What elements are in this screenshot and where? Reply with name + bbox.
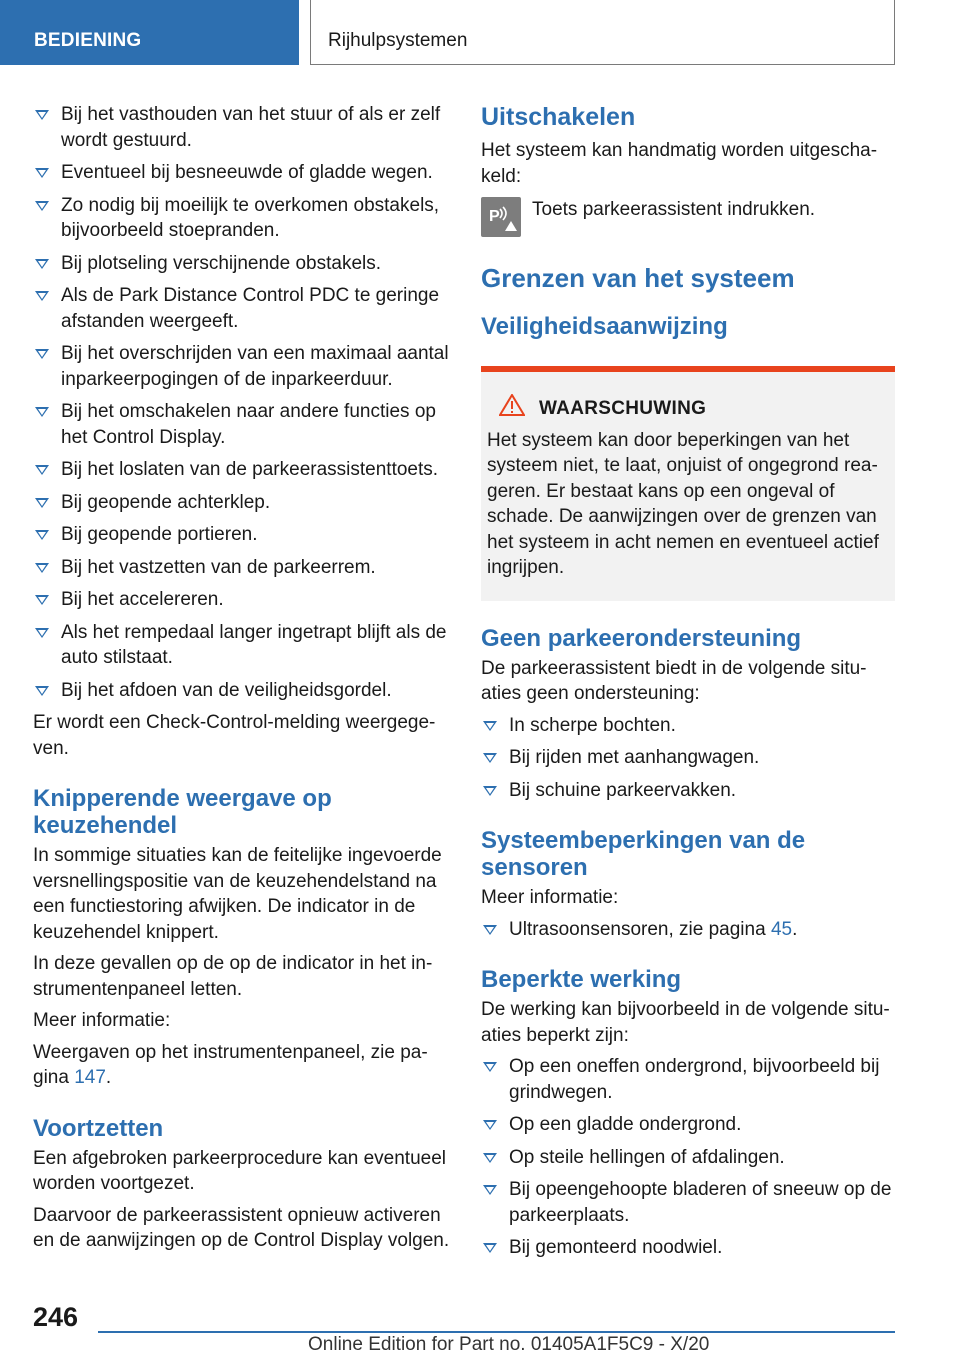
list-item — [481, 713, 895, 739]
voortzetten-heading: Voortzetten — [33, 1114, 164, 1142]
bullet-triangle-icon — [35, 110, 49, 120]
bullet-triangle-icon — [483, 753, 497, 763]
list-item-text: Bij opeengehoopte bladeren of sneeuw op de parkeerplaats. — [509, 1179, 892, 1226]
list-item — [33, 587, 453, 613]
knipper-p3: Meer informatie: — [33, 1010, 171, 1031]
list-item-text: Bij het vasthouden van het stuur of als er zelf wordt gestuurd. — [61, 104, 441, 151]
list-item — [481, 1235, 895, 1261]
bullet-triangle-icon — [35, 498, 49, 508]
warning-text: Het systeem kan door beperkingen van het systeem niet, te laat, onjuist of ongegrond rea-geren. Er bestaat kans op een ongeval of schade. De aanwijzingen over de grenzen van het systeem in acht nemen en eventueel actief ingrijpen. — [487, 429, 879, 578]
period: . — [105, 1067, 112, 1088]
list-item — [33, 283, 453, 334]
page-number: 246 — [33, 1302, 79, 1332]
condition-list — [33, 102, 453, 703]
bullet-triangle-icon — [35, 201, 49, 211]
list-item-text: Bij het overschrijden van een maximaal aantal inparkeerpogingen of de inparkeerduur. — [61, 343, 449, 390]
list-item-text: Op steile hellingen of afdalingen. — [509, 1146, 785, 1168]
bullet-triangle-icon — [483, 721, 497, 731]
warning-label: WAARSCHUWING — [539, 398, 707, 419]
list-item-text: Bij het afdoen van de veiligheidsgordel. — [61, 679, 392, 701]
bullet-triangle-icon — [35, 168, 49, 178]
list-item — [33, 341, 453, 392]
bullet-triangle-icon — [35, 530, 49, 540]
list-item — [33, 193, 453, 244]
list-item — [481, 778, 895, 804]
list-item-text: In scherpe bochten. — [509, 714, 676, 736]
bullet-triangle-icon — [483, 1243, 497, 1253]
list-item — [33, 620, 453, 671]
bullet-triangle-icon — [35, 563, 49, 573]
bullet-triangle-icon — [35, 595, 49, 605]
list-item-text: Bij geopende achterklep. — [61, 491, 271, 513]
list-item — [481, 1054, 895, 1105]
list-item — [33, 160, 453, 186]
list-item-text: Bij het loslaten van de parkeerassistenttoets. — [61, 459, 439, 480]
list-item — [33, 399, 453, 450]
page-link-147[interactable]: 147 — [74, 1067, 106, 1088]
list-item — [481, 1145, 895, 1171]
list-item — [33, 555, 453, 581]
list-item — [481, 1112, 895, 1138]
bullet-triangle-icon — [35, 407, 49, 417]
list-item — [33, 457, 453, 483]
bullet-triangle-icon — [483, 1185, 497, 1195]
list-item-text: Bij het accelereren. — [61, 589, 224, 610]
right-column — [481, 102, 895, 1268]
list-item — [33, 678, 453, 704]
list-item-text: Bij rijden met aanhangwagen. — [509, 747, 760, 768]
bullet-triangle-icon — [483, 1120, 497, 1130]
geen-p1: De parkeerassistent biedt in de volgende situ-aties geen ondersteuning: — [481, 657, 867, 704]
grenzen-heading: Grenzen van het systeem — [481, 263, 795, 293]
sensoren-p1: Meer informatie: — [481, 887, 619, 908]
knipper-p1: In sommige situaties kan de feitelijke ingevoerde versnellingspositie van de keuzehendelstand na een functiestoring afwijken. De indicator in de keuzehendel knippert. — [33, 845, 442, 943]
list-item — [33, 490, 453, 516]
park-assist-button-icon — [481, 197, 521, 237]
warning-title — [487, 394, 889, 424]
section-tab: BEDIENING — [0, 0, 299, 65]
list-item-text: Bij geopende portieren. — [61, 524, 258, 545]
warning-triangle-icon — [499, 394, 525, 424]
bullet-triangle-icon — [483, 1153, 497, 1163]
beperkt-p1: De werking kan bijvoorbeeld in de volgende situ-aties beperkt zijn: — [481, 999, 890, 1046]
list-item — [33, 251, 453, 277]
bullet-triangle-icon — [35, 465, 49, 475]
list-item-text: Als het rempedaal langer ingetrapt blijft als de auto stilstaat. — [61, 621, 447, 668]
bullet-triangle-icon — [35, 259, 49, 269]
voortzetten-p1: Een afgebroken parkeerprocedure kan eventueel worden voortgezet. — [33, 1147, 447, 1194]
bullet-triangle-icon — [35, 291, 49, 301]
geen-heading: Geen parkeerondersteuning — [481, 624, 802, 652]
bullet-triangle-icon — [35, 349, 49, 359]
footer-rule — [98, 1331, 895, 1333]
list-item-text: Als de Park Distance Control PDC te geringe afstanden weergeeft. — [61, 285, 440, 332]
uitschakelen-heading: Uitschakelen — [481, 103, 636, 131]
list-item-text: Bij het omschakelen naar andere functies op het Control Display. — [61, 401, 436, 448]
list-item — [33, 102, 453, 153]
warning-box — [481, 372, 895, 601]
list-item-text: Bij het vastzetten van de parkeerrem. — [61, 556, 376, 578]
sensoren-heading: Systeembeperkingen van de sensoren — [481, 827, 806, 881]
list-item-text: Bij schuine parkeervakken. — [509, 779, 737, 801]
sensoren-item-text: Ultrasoonsensoren, zie pagina — [509, 918, 766, 940]
bullet-triangle-icon — [483, 1062, 497, 1072]
sensoren-list — [481, 917, 895, 943]
knipper-p4-text: Weergaven op het instrumentenpaneel, zie pa-gina — [33, 1041, 428, 1088]
knipper-heading: Knipperende weergave op keuzehendel — [33, 785, 332, 839]
list-item-text: Bij gemonteerd noodwiel. — [509, 1237, 723, 1258]
knipper-p2: In deze gevallen op de op de indicator in het in-strumentenpaneel letten. — [33, 953, 433, 1000]
list-item — [33, 522, 453, 548]
uitschakelen-p1: Het systeem kan handmatig worden uitgescha-keld: — [481, 140, 878, 187]
list-item-text: Eventueel bij besneeuwde of gladde wegen. — [61, 162, 433, 183]
svg-text:P: P — [489, 208, 500, 225]
list-item — [481, 917, 895, 943]
list-item — [481, 1177, 895, 1228]
list-item — [481, 745, 895, 771]
list-item-text: Bij plotseling verschijnende obstakels. — [61, 252, 382, 274]
list-item-text: Zo nodig bij moeilijk te overkomen obstakels, bijvoorbeeld stoepranden. — [61, 194, 440, 241]
voortzetten-p2: Daarvoor de parkeerassistent opnieuw activeren en de aanwijzingen op de Control Display volgen. — [33, 1204, 450, 1251]
veiligheid-heading: Veiligheidsaanwijzing — [481, 313, 728, 340]
knipper-p4 — [33, 1040, 453, 1091]
geen-list — [481, 713, 895, 804]
footer-edition: Online Edition for Part no. 01405A1F5C9 - X/20 — [308, 1334, 710, 1355]
park-assist-instruction — [481, 197, 895, 237]
left-column — [33, 102, 453, 1260]
check-control-text: Er wordt een Check-Control-melding weergege-ven. — [33, 712, 436, 759]
beperkt-heading: Beperkte werking — [481, 966, 682, 993]
chapter-title: Rijhulpsystemen — [310, 0, 895, 65]
beperkt-list — [481, 1054, 895, 1261]
bullet-triangle-icon — [35, 686, 49, 696]
list-item-text: Op een oneffen ondergrond, bijvoorbeeld bij grindwegen. — [509, 1056, 880, 1103]
list-item-text: Op een gladde ondergrond. — [509, 1114, 742, 1135]
park-assist-instruction-text: Toets parkeerassistent indrukken. — [532, 199, 816, 220]
bullet-triangle-icon — [35, 628, 49, 638]
bullet-triangle-icon — [483, 786, 497, 796]
period: . — [792, 918, 798, 940]
page-link-45[interactable]: 45 — [770, 918, 793, 940]
